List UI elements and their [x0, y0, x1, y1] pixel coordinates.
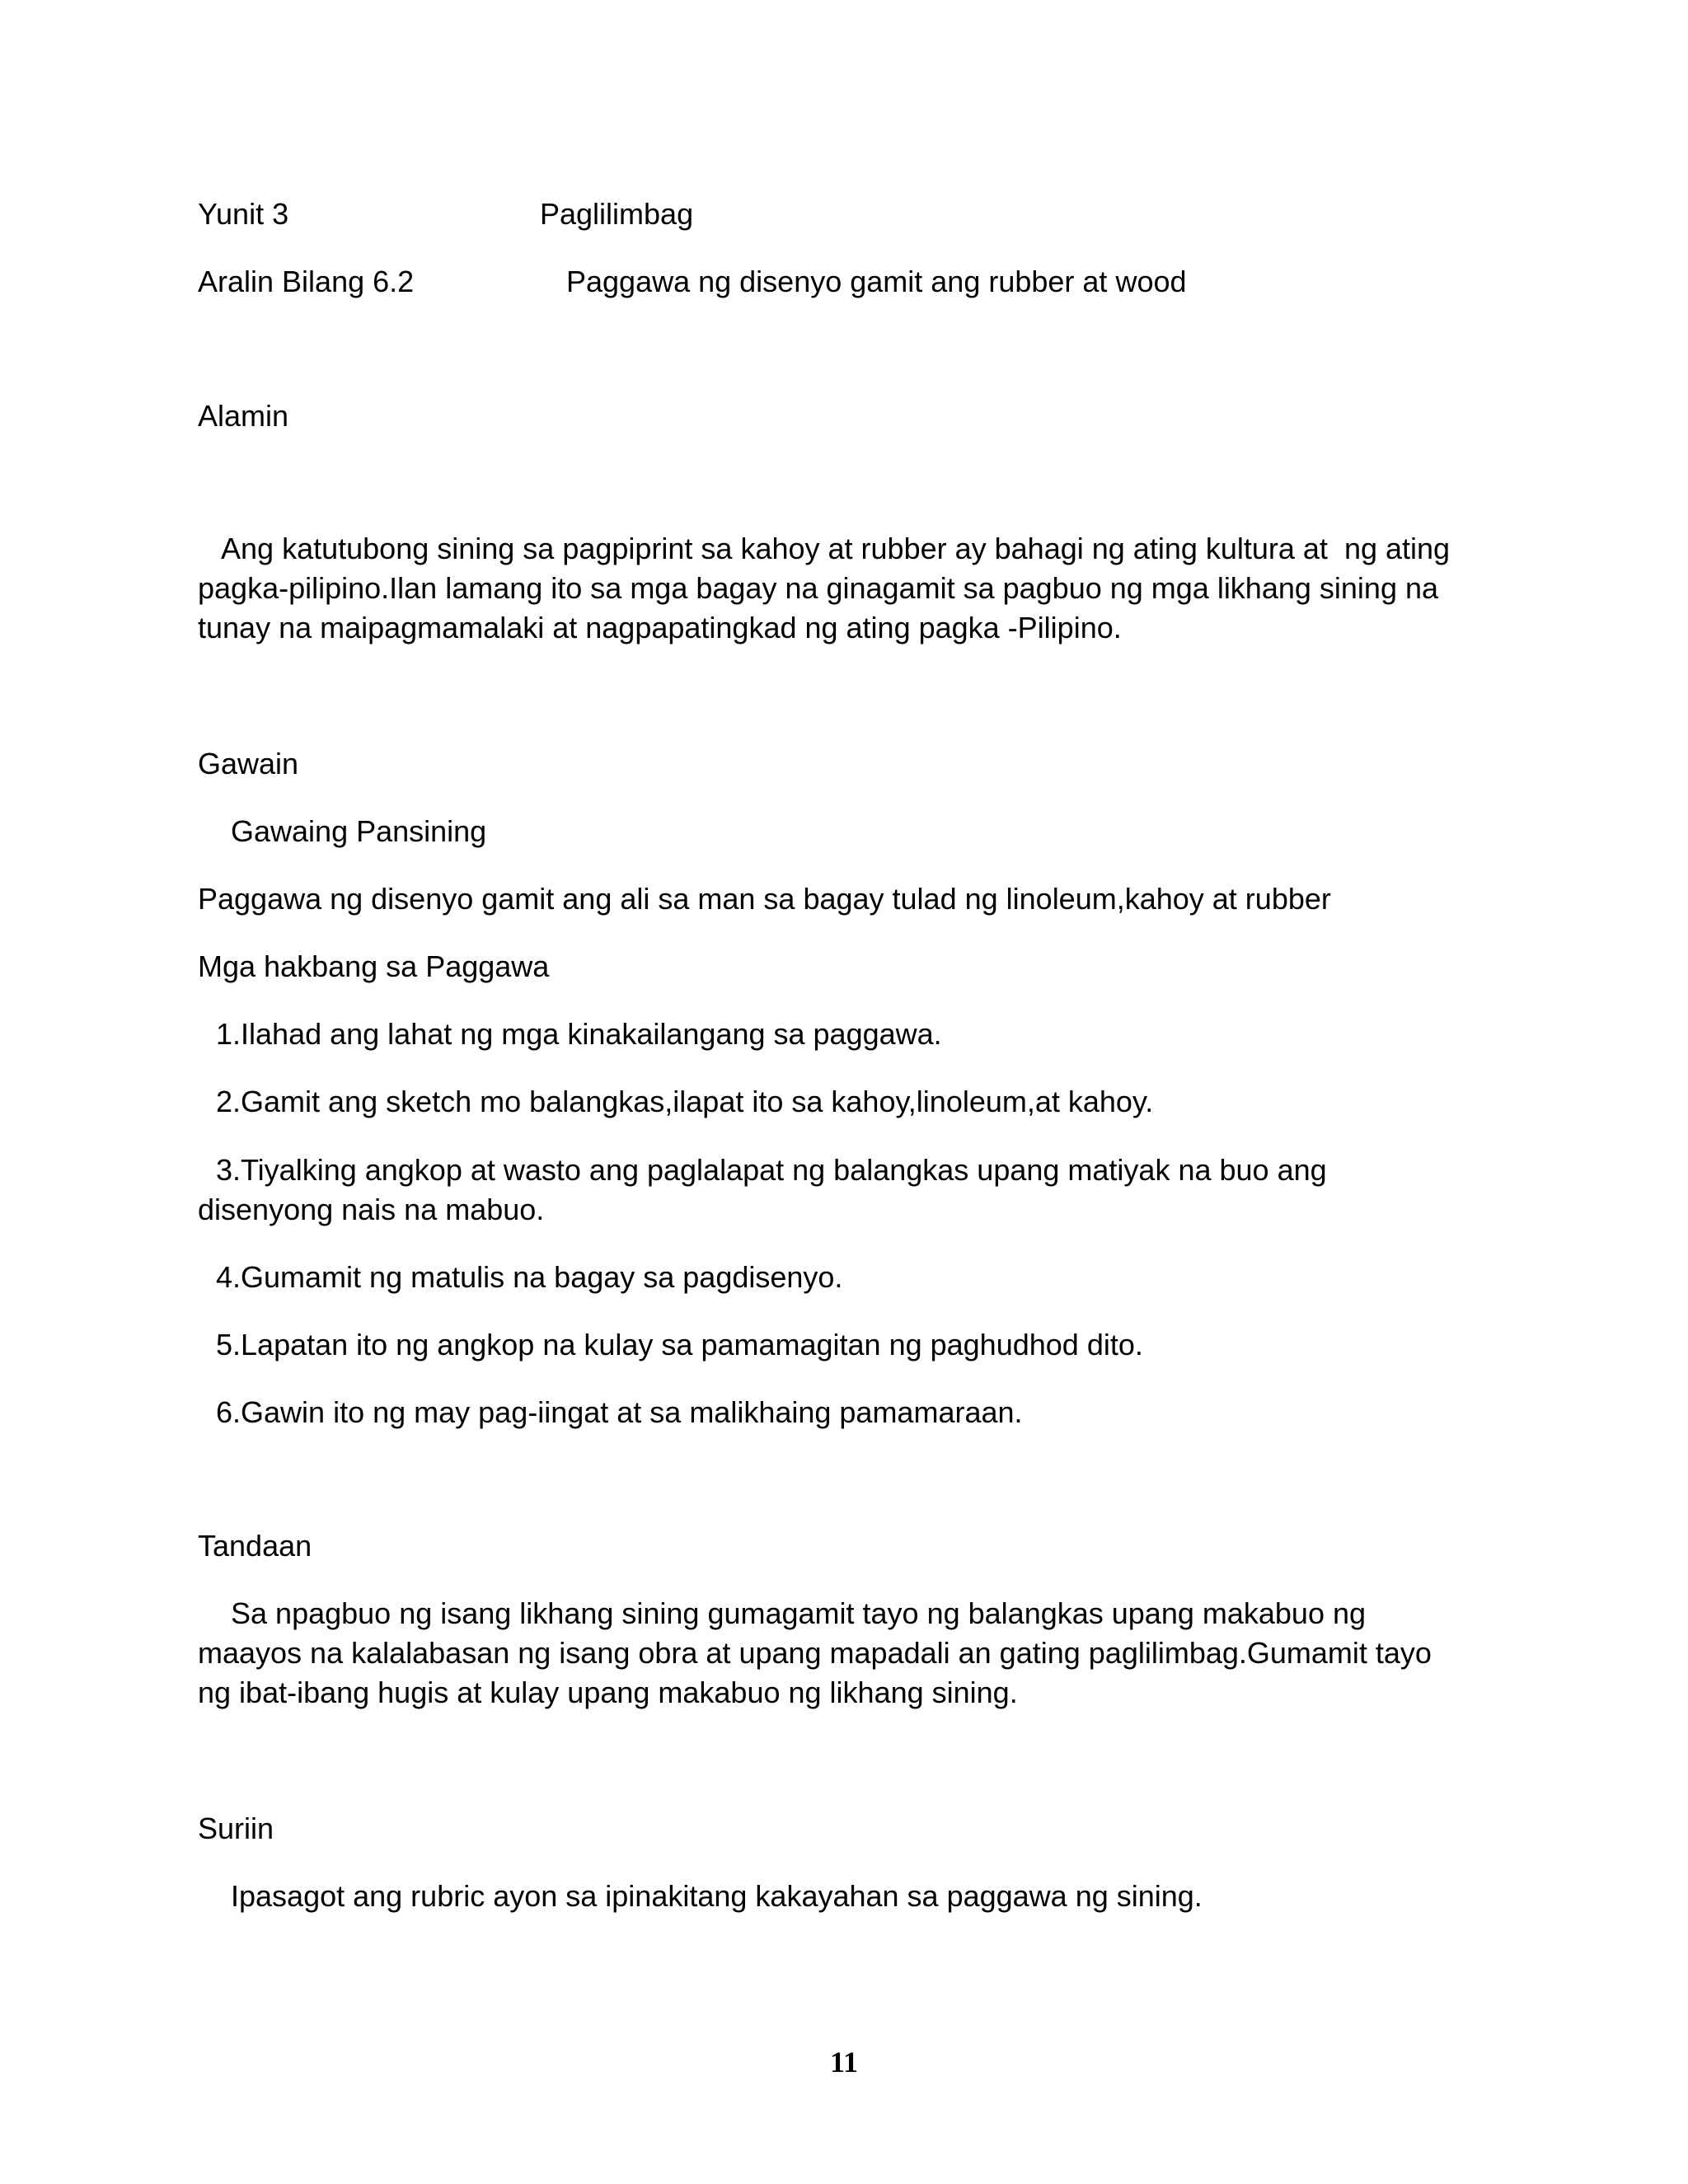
alamin-line: pagka-pilipino.Ilan lamang ito sa mga bagay na ginagamit sa pagbuo ng mga likhang sining na — [198, 571, 1439, 605]
step-item: 5.Lapatan ito ng angkop na kulay sa pamamagitan ng paghudhod dito. — [216, 1328, 1143, 1361]
steps-heading: Mga hakbang sa Paggawa — [198, 949, 550, 983]
unit-title: Paglilimbag — [540, 197, 694, 231]
step-item: 3.Tiyalking angkop at wasto ang paglalapat ng balangkas upang matiyak na buo ang — [216, 1153, 1327, 1187]
alamin-heading: Alamin — [198, 399, 289, 433]
tandaan-line: maayos na kalalabasan ng isang obra at upang mapadali an gating paglilimbag.Gumamit tayo — [198, 1636, 1432, 1670]
unit-label: Yunit 3 — [198, 197, 289, 231]
step-item: 6.Gawin ito ng may pag-iingat at sa malikhaing pamamaraan. — [216, 1395, 1023, 1429]
step-item: 1.Ilahad ang lahat ng mga kinakailangang sa paggawa. — [216, 1017, 942, 1051]
tandaan-line: Sa npagbuo ng isang likhang sining gumagamit tayo ng balangkas upang makabuo ng — [198, 1596, 1367, 1630]
step-item-continuation: disenyong nais na mabuo. — [198, 1193, 545, 1226]
gawain-heading: Gawain — [198, 747, 299, 780]
page-number: 11 — [829, 2046, 858, 2079]
tandaan-line: ng ibat-ibang hugis at kulay upang makabuo ng likhang sining. — [198, 1675, 1018, 1709]
step-item: 2.Gamit ang sketch mo balangkas,ilapat ito sa kahoy,linoleum,at kahoy. — [216, 1085, 1154, 1118]
step-item: 4.Gumamit ng matulis na bagay sa pagdisenyo. — [216, 1260, 843, 1294]
suriin-heading: Suriin — [198, 1811, 274, 1845]
alamin-paragraph — [198, 529, 1500, 648]
tandaan-paragraph — [198, 1594, 1500, 1713]
tandaan-heading: Tandaan — [198, 1529, 312, 1563]
gawain-intro: Paggawa ng disenyo gamit ang ali sa man sa bagay tulad ng linoleum,kahoy at rubber — [198, 882, 1331, 916]
alamin-line: Ang katutubong sining sa pagpiprint sa kahoy at rubber ay bahagi ng ating kultura at ng ating — [198, 532, 1451, 565]
suriin-text: Ipasagot ang rubric ayon sa ipinakitang kakayahan sa paggawa ng sining. — [231, 1879, 1203, 1913]
lesson-title: Paggawa ng disenyo gamit ang rubber at wood — [566, 265, 1187, 298]
gawain-subheading: Gawaing Pansining — [231, 814, 487, 848]
alamin-line: tunay na maipagmamalaki at nagpapatingkad ng ating pagka -Pilipino. — [198, 611, 1122, 644]
lesson-label: Aralin Bilang 6.2 — [198, 265, 415, 298]
